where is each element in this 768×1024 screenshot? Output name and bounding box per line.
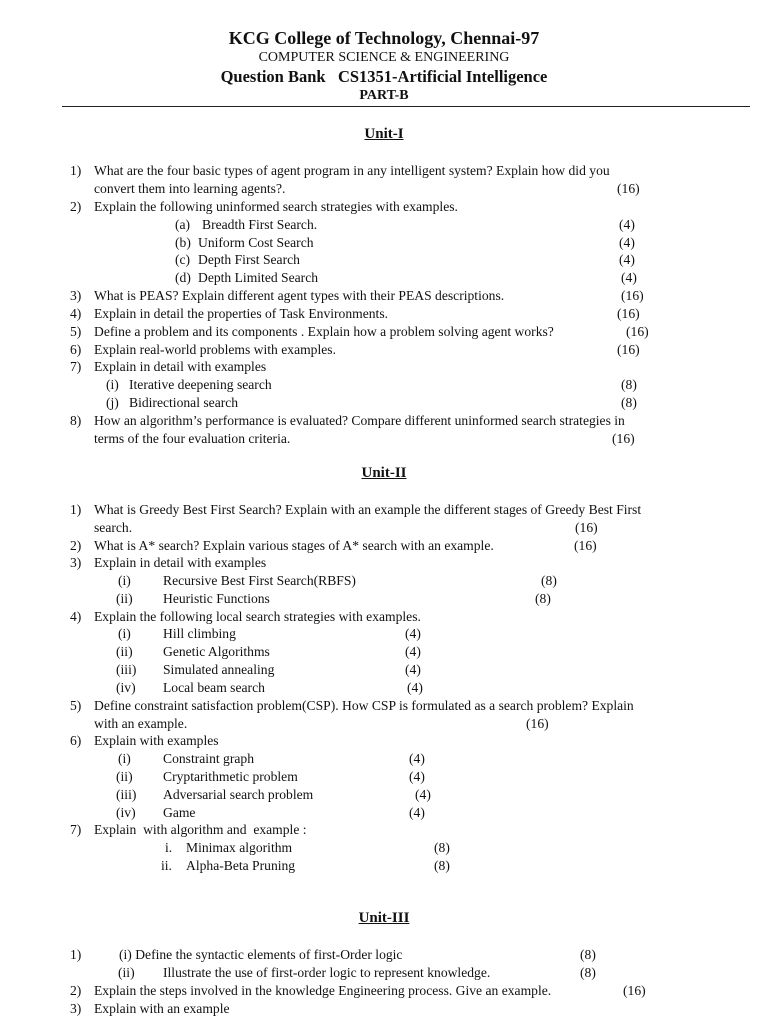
sub-marks: (4) — [405, 662, 421, 677]
sub-label: (b) — [175, 235, 191, 250]
sub-text: Bidirectional search — [129, 395, 239, 410]
question-marks: (16) — [623, 983, 646, 998]
question-number: 2) — [70, 538, 82, 553]
sub-marks: (8) — [580, 965, 596, 980]
sub-text: Local beam search — [163, 680, 265, 695]
question-marks: (16) — [575, 520, 598, 535]
question-text: Define constraint satisfaction problem(CSP). How CSP is formulated as a search problem? Explain — [94, 698, 634, 713]
sub-marks: (8) — [535, 591, 551, 606]
sub-label: (i) — [106, 377, 119, 392]
question-number: 6) — [70, 342, 82, 357]
sub-marks: (4) — [405, 644, 421, 659]
sub-text: Adversarial search problem — [163, 787, 314, 802]
sub-label: (iii) — [116, 662, 137, 677]
sub-label: ii. — [161, 858, 172, 873]
question-text-cont: terms of the four evaluation criteria. — [94, 431, 291, 446]
question-marks: (16) — [617, 306, 640, 321]
sub-marks: (4) — [409, 751, 425, 766]
question-text-cont: with an example. — [94, 716, 188, 731]
sub-label: (iii) — [116, 787, 137, 802]
header-title: Question Bank CS1351-Artificial Intelligence — [220, 67, 548, 86]
header-college: KCG College of Technology, Chennai-97 — [228, 28, 540, 48]
question-number: 1) — [70, 502, 82, 517]
question-text: Explain in detail with examples — [94, 555, 267, 570]
sub-marks: (8) — [434, 840, 450, 855]
sub-label: (c) — [175, 252, 191, 267]
question-marks: (16) — [526, 716, 549, 731]
sub-text: Minimax algorithm — [186, 840, 293, 855]
question-text: What are the four basic types of agent program in any intelligent system? Explain how did you — [94, 163, 610, 178]
sub-label: (j) — [106, 395, 119, 410]
sub-label: (i) — [118, 626, 131, 641]
question-text: What is Greedy Best First Search? Explain with an example the different stages of Greedy Best First — [94, 502, 642, 517]
question-number: 7) — [70, 359, 82, 374]
question-text: How an algorithm’s performance is evaluated? Compare different uninformed search strategies in — [94, 413, 625, 428]
sub-label: (ii) — [118, 965, 135, 980]
question-text: What is A* search? Explain various stages of A* search with an example. — [94, 538, 494, 553]
sub-text: Depth First Search — [198, 252, 300, 267]
sub-text: Simulated annealing — [163, 662, 275, 677]
sub-text: Depth Limited Search — [198, 270, 319, 285]
sub-label: i. — [165, 840, 173, 855]
sub-text: Constraint graph — [163, 751, 254, 766]
sub-text: Recursive Best First Search(RBFS) — [163, 573, 356, 588]
question-number: 2) — [70, 199, 82, 214]
sub-text: Breadth First Search. — [202, 217, 318, 232]
sub-text: Uniform Cost Search — [198, 235, 314, 250]
unit-title: Unit-III — [358, 910, 410, 926]
sub-label: (a) — [175, 217, 191, 232]
question-text: Explain real-world problems with examples. — [94, 342, 336, 357]
question-text-cont: convert them into learning agents?. — [94, 181, 286, 196]
unit-title: Unit-II — [361, 465, 407, 481]
sub-marks: (4) — [415, 787, 431, 802]
sub-marks: (4) — [619, 252, 635, 267]
question-number: 6) — [70, 733, 82, 748]
question-number: 5) — [70, 324, 82, 339]
sub-marks: (8) — [541, 573, 557, 588]
sub-text: Heuristic Functions — [163, 591, 270, 606]
question-number: 8) — [70, 413, 82, 428]
question-marks: (16) — [621, 288, 644, 303]
sub-text: Hill climbing — [163, 626, 236, 641]
question-number: 3) — [70, 1001, 82, 1016]
question-marks: (16) — [574, 538, 597, 553]
question-number: 3) — [70, 288, 82, 303]
question-marks: (8) — [580, 947, 596, 962]
header-department: COMPUTER SCIENCE & ENGINEERING — [258, 50, 510, 65]
header-part: PART-B — [359, 88, 409, 103]
question-text: What is PEAS? Explain different agent types with their PEAS descriptions. — [94, 288, 505, 303]
sub-text: Game — [163, 805, 196, 820]
question-text: Explain with examples — [94, 733, 219, 748]
question-marks: (16) — [617, 342, 640, 357]
sub-label: (d) — [175, 270, 191, 285]
sub-marks: (4) — [619, 235, 635, 250]
question-number: 4) — [70, 609, 82, 624]
question-text-cont: search. — [94, 520, 133, 535]
sub-marks: (4) — [619, 217, 635, 232]
sub-label: (iv) — [116, 805, 136, 820]
question-marks: (16) — [612, 431, 635, 446]
question-marks: (16) — [617, 181, 640, 196]
sub-text: Iterative deepening search — [129, 377, 272, 392]
sub-text: Cryptarithmetic problem — [163, 769, 298, 784]
sub-marks: (4) — [621, 270, 637, 285]
sub-marks: (4) — [409, 769, 425, 784]
sub-label: (ii) — [116, 644, 133, 659]
header-rule — [62, 106, 750, 107]
question-text: Explain with algorithm and example : — [94, 822, 307, 837]
question-text: Explain the following uninformed search strategies with examples. — [94, 199, 458, 214]
sub-label: (ii) — [116, 591, 133, 606]
question-number: 1) — [70, 947, 82, 962]
sub-text: Illustrate the use of first-order logic to represent knowledge. — [163, 965, 491, 980]
question-text: Explain the following local search strategies with examples. — [94, 609, 421, 624]
sub-marks: (8) — [434, 858, 450, 873]
question-text: (i) Define the syntactic elements of first-Order logic — [119, 947, 403, 962]
question-number: 1) — [70, 163, 82, 178]
question-text: Explain with an example — [94, 1001, 230, 1016]
question-text: Explain in detail the properties of Task Environments. — [94, 306, 389, 321]
question-number: 7) — [70, 822, 82, 837]
question-text: Define a problem and its components . Explain how a problem solving agent works? — [94, 324, 554, 339]
question-number: 3) — [70, 555, 82, 570]
question-text: Explain the steps involved in the knowledge Engineering process. Give an example. — [94, 983, 552, 998]
sub-marks: (4) — [407, 680, 423, 695]
sub-text: Alpha-Beta Pruning — [186, 858, 296, 873]
sub-text: Genetic Algorithms — [163, 644, 270, 659]
sub-label: (i) — [118, 573, 131, 588]
sub-label: (iv) — [116, 680, 136, 695]
sub-marks: (8) — [621, 395, 637, 410]
sub-marks: (4) — [409, 805, 425, 820]
sub-label: (i) — [118, 751, 131, 766]
sub-marks: (4) — [405, 626, 421, 641]
question-number: 2) — [70, 983, 82, 998]
question-number: 4) — [70, 306, 82, 321]
question-text: Explain in detail with examples — [94, 359, 267, 374]
sub-label: (ii) — [116, 769, 133, 784]
sub-marks: (8) — [621, 377, 637, 392]
question-marks: (16) — [626, 324, 649, 339]
unit-title: Unit-I — [364, 126, 404, 142]
question-number: 5) — [70, 698, 82, 713]
